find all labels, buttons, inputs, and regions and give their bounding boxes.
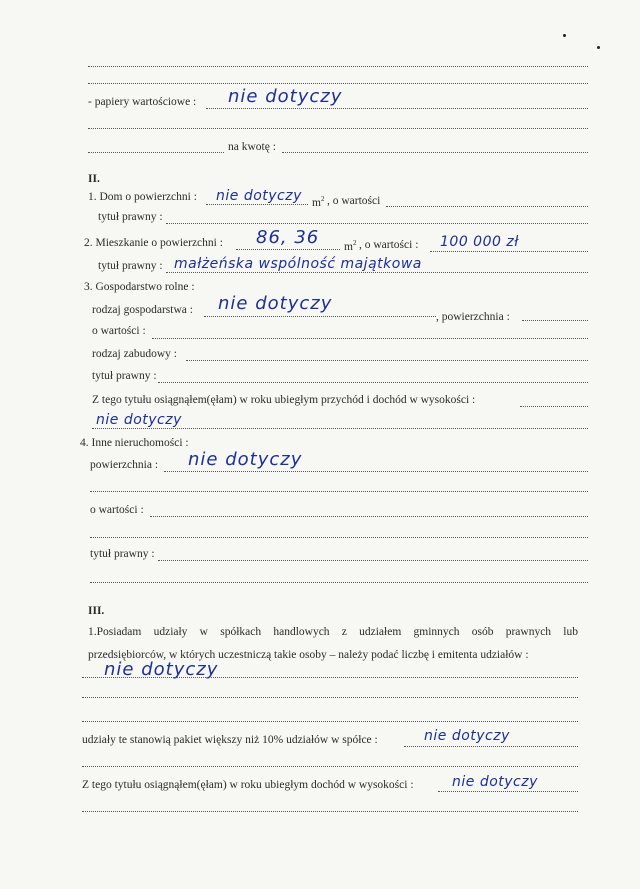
gospodarstwo-przychod-label: Z tego tytułu osiągnąłem(ęłam) w roku ubiegłym przychód i dochód w wysokości : — [92, 394, 476, 406]
mieszkanie-label: 2. Mieszkanie o powierzchni : — [84, 237, 223, 249]
udzialy-line1: 1.Posiadam udziały w spółkach handlowych z udziałem gminnych osób prawnych lub — [88, 626, 578, 638]
ink-dot — [563, 34, 566, 37]
dotted-line — [90, 491, 588, 492]
papiery-value: nie dotyczy — [228, 86, 343, 107]
dotted-line — [90, 582, 588, 583]
gospodarstwo-rodzaj-label: rodzaj gospodarstwa : — [92, 304, 193, 316]
gospodarstwo-przychod-value: nie dotyczy — [96, 412, 182, 428]
pakiet-label: udziały te stanowią pakiet większy niż 10% udziałów w spółce : — [82, 734, 378, 746]
dotted-line — [158, 560, 588, 561]
inne-tytul-label: tytuł prawny : — [90, 548, 155, 560]
dotted-line — [88, 66, 588, 67]
gospodarstwo-tytul-label: tytuł prawny : — [92, 370, 157, 382]
gospodarstwo-pow-label: , powierzchnia : — [436, 311, 510, 323]
dotted-line — [88, 83, 588, 84]
papiery-label: - papiery wartościowe : — [88, 96, 197, 108]
dotted-line — [82, 677, 578, 678]
dotted-line — [150, 516, 588, 517]
section-heading: III. — [88, 605, 105, 617]
dotted-line — [282, 152, 588, 153]
dom-wartosci-label: , o wartości — [327, 195, 381, 207]
dom-tytul-label: tytuł prawny : — [98, 211, 163, 223]
gospodarstwo-zabudowy-label: rodzaj zabudowy : — [92, 348, 177, 360]
dotted-line — [236, 249, 340, 250]
dochod-label: Z tego tytułu osiągnąłem(ęłam) w roku ubiegłym dochód w wysokości : — [82, 779, 414, 791]
gospodarstwo-label: 3. Gospodarstwo rolne : — [84, 281, 195, 293]
dotted-line — [404, 746, 578, 747]
dotted-line — [158, 382, 588, 383]
dotted-line — [82, 697, 578, 698]
mieszkanie-tytul-value: małżeńska wspólność majątkowa — [174, 256, 422, 272]
dotted-line — [88, 128, 588, 129]
dotted-line — [82, 811, 578, 812]
gospodarstwo-wartosci-label: o wartości : — [92, 325, 146, 337]
dotted-line — [90, 537, 588, 538]
dotted-line — [186, 360, 588, 361]
dochod-value: nie dotyczy — [452, 774, 538, 790]
dom-label: 1. Dom o powierzchni : — [88, 191, 197, 203]
dotted-line — [82, 766, 578, 767]
dom-value: nie dotyczy — [216, 188, 302, 204]
mieszkanie-wartosci-label: , o wartości : — [359, 239, 419, 251]
dotted-line — [88, 152, 224, 153]
dotted-line — [82, 721, 578, 722]
dotted-line — [166, 223, 588, 224]
gospodarstwo-rodzaj-value: nie dotyczy — [218, 293, 333, 314]
ink-dot — [597, 46, 600, 49]
udzialy-line2: przedsiębiorców, w których uczestniczą takie osoby – należy podać liczbę i emitenta udziałów : — [88, 649, 529, 661]
mieszkanie-tytul-label: tytuł prawny : — [98, 260, 163, 272]
kwote-label: na kwotę : — [228, 141, 276, 153]
mieszkanie-value: 100 000 zł — [440, 234, 519, 250]
dotted-line — [386, 206, 588, 207]
mieszkanie-area: 86, 36 — [256, 227, 320, 248]
section-heading: II. — [88, 173, 100, 185]
dotted-line — [520, 406, 588, 407]
inne-nieruchomosci-label: 4. Inne nieruchomości : — [80, 437, 189, 449]
dotted-line — [164, 471, 588, 472]
dotted-line — [92, 428, 588, 429]
dotted-line — [522, 320, 588, 321]
dotted-line — [152, 338, 588, 339]
dotted-line — [206, 108, 588, 109]
pakiet-value: nie dotyczy — [424, 728, 510, 744]
inne-pow-label: powierzchnia : — [90, 459, 159, 471]
udzialy-value: nie dotyczy — [104, 659, 219, 680]
inne-pow-value: nie dotyczy — [188, 449, 303, 470]
inne-wartosci-label: o wartości : — [90, 504, 144, 516]
mieszkanie-unit: $m^2$ — [344, 239, 357, 253]
dom-unit: $m^2$ — [312, 195, 325, 209]
dotted-line — [204, 316, 436, 317]
